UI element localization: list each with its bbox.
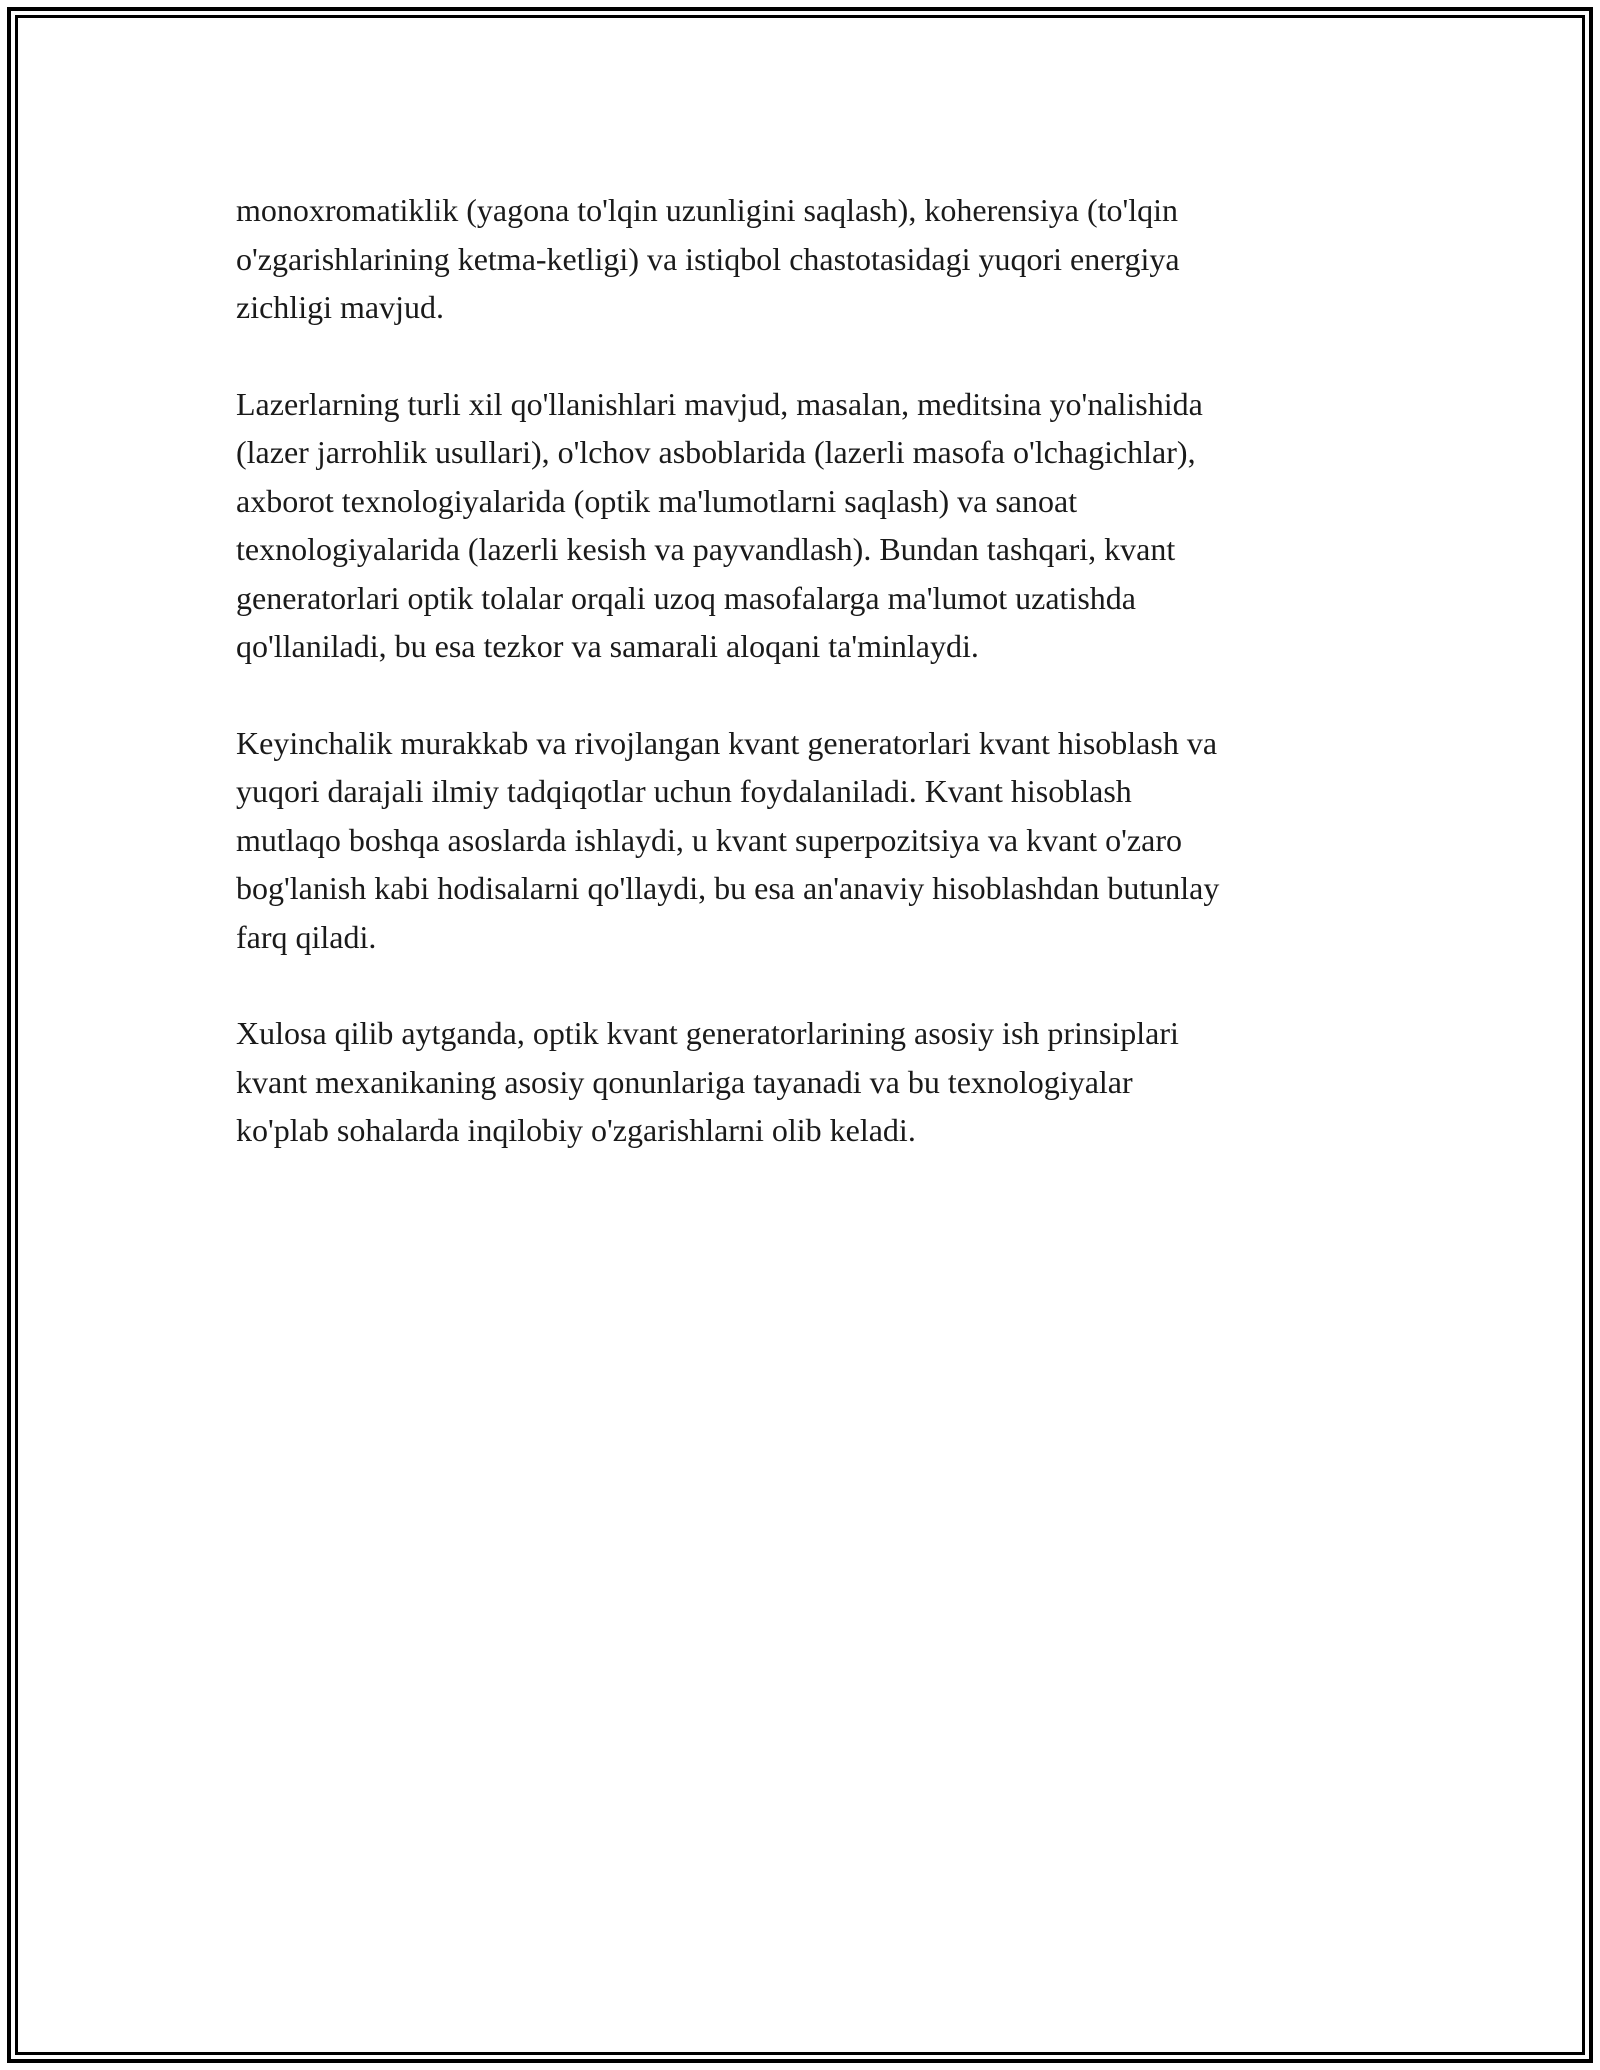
document-body [236,186,1376,1203]
paragraph-conclusion: Xulosa qilib aytganda, optik kvant generatorlarining asosiy ish prinsiplari kvant mexanikaning asosiy qonunlariga tayanadi va bu texnologiyalar ko'plab sohalarda inqilobiy o'zgarishlarni olib keladi. [236,1015,1179,1148]
paragraph-applications: Lazerlarning turli xil qo'llanishlari mavjud, masalan, meditsina yo'nalishida (lazer jarrohlik usullari), o'lchov asboblarida (lazerli masofa o'lchagichlar), axborot texnologiyalarida (optik ma'lumotlarni saqlash) va sanoat texnologiyalarida (lazerli kesish va payvandlash). Bundan tashqari, kvant generatorlari optik tolalar orqali uzoq masofalarga ma'lumot uzatishda qo'llaniladi, bu esa tezkor va samarali aloqani ta'minlaydi. [236,385,1203,664]
paragraph-quantum-computing: Keyinchalik murakkab va rivojlangan kvant generatorlari kvant hisoblash va yuqori darajali ilmiy tadqiqotlar uchun foydalaniladi. Kvant hisoblash mutlaqo boshqa asoslarda ishlaydi, u kvant superpozitsiya va kvant o'zaro bog'lanish kabi hodisalarni qo'llaydi, bu esa an'anaviy hisoblashdan butunlay farq qiladi. [236,724,1220,955]
paragraph-properties: monoxromatiklik (yagona to'lqin uzunligini saqlash), koherensiya (to'lqin o'zgarishlarining ketma-ketligi) va istiqbol chastotasidagi yuqori energiya zichligi mavjud. [236,192,1180,325]
